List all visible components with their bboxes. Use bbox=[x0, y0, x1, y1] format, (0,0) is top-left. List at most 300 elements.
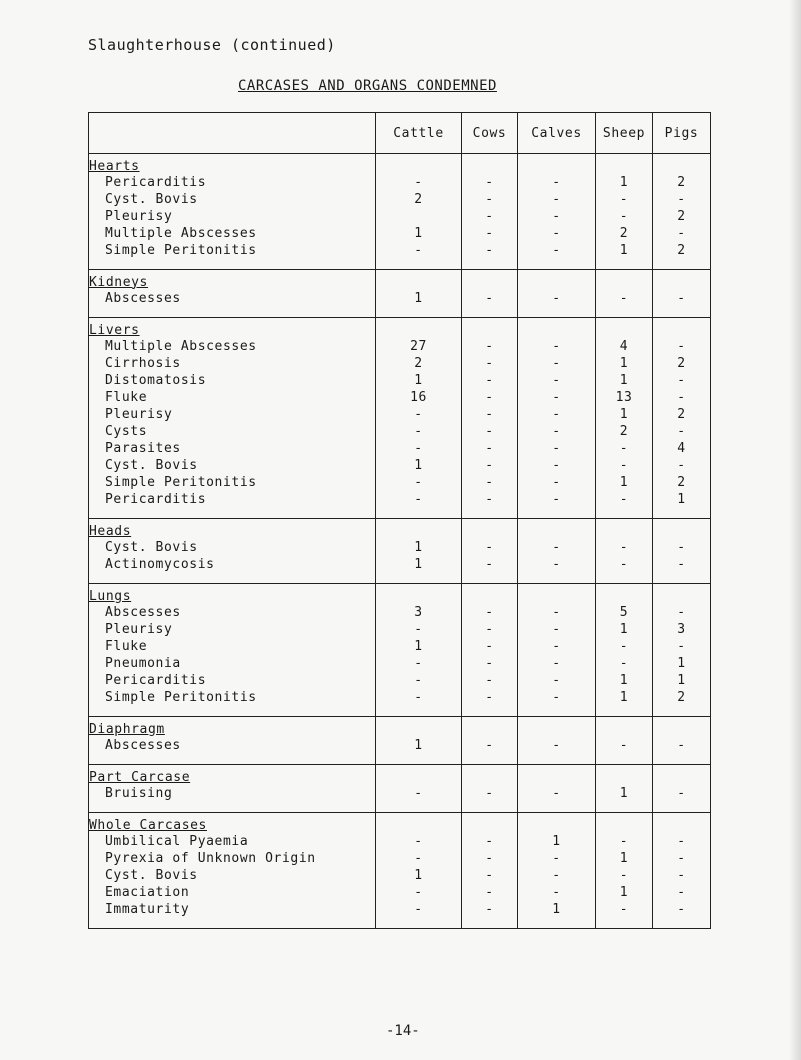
spacer-cell bbox=[596, 573, 653, 584]
row-label: Pericarditis bbox=[89, 174, 376, 191]
empty-cell bbox=[462, 813, 518, 834]
spacer-cell bbox=[596, 754, 653, 765]
page-edge-shadow bbox=[789, 0, 801, 1060]
empty-cell bbox=[518, 519, 596, 540]
cell-cattle: 1 bbox=[376, 372, 462, 389]
cell-pigs: 2 bbox=[653, 406, 711, 423]
cell-cows: - bbox=[462, 389, 518, 406]
table-row bbox=[89, 850, 711, 867]
cell-calves: - bbox=[518, 191, 596, 208]
cell-sheep: - bbox=[596, 290, 653, 307]
cell-pigs: - bbox=[653, 737, 711, 754]
spacer-cell bbox=[376, 508, 462, 519]
section-title-row bbox=[89, 584, 711, 605]
spacer-cell bbox=[518, 307, 596, 318]
row-label: Pericarditis bbox=[89, 672, 376, 689]
cell-sheep: - bbox=[596, 833, 653, 850]
row-label: Pleurisy bbox=[89, 406, 376, 423]
column-header-cattle: Cattle bbox=[376, 113, 462, 154]
spacer-cell bbox=[462, 754, 518, 765]
row-label: Multiple Abscesses bbox=[89, 225, 376, 242]
cell-pigs: - bbox=[653, 833, 711, 850]
table-subheading: CARCASES AND ORGANS CONDEMNED bbox=[238, 78, 497, 94]
cell-sheep: - bbox=[596, 208, 653, 225]
section-spacer bbox=[89, 573, 711, 584]
cell-pigs: - bbox=[653, 901, 711, 918]
cell-calves: - bbox=[518, 457, 596, 474]
section-spacer bbox=[89, 918, 711, 929]
cell-calves: - bbox=[518, 491, 596, 508]
spacer-cell bbox=[518, 802, 596, 813]
empty-cell bbox=[653, 765, 711, 786]
cell-sheep: 1 bbox=[596, 474, 653, 491]
row-label: Parasites bbox=[89, 440, 376, 457]
spacer-cell bbox=[518, 508, 596, 519]
table-row bbox=[89, 867, 711, 884]
cell-sheep: - bbox=[596, 539, 653, 556]
spacer-cell bbox=[518, 259, 596, 270]
section-title-row bbox=[89, 813, 711, 834]
table-row bbox=[89, 174, 711, 191]
cell-calves: - bbox=[518, 604, 596, 621]
table-row bbox=[89, 457, 711, 474]
section-title-row bbox=[89, 765, 711, 786]
cell-calves: - bbox=[518, 655, 596, 672]
cell-cattle bbox=[376, 208, 462, 225]
spacer-cell bbox=[376, 754, 462, 765]
cell-pigs: 2 bbox=[653, 174, 711, 191]
cell-cows: - bbox=[462, 290, 518, 307]
cell-cattle: - bbox=[376, 689, 462, 706]
empty-cell bbox=[518, 717, 596, 738]
cell-cattle: - bbox=[376, 440, 462, 457]
column-header-cows: Cows bbox=[462, 113, 518, 154]
row-label: Abscesses bbox=[89, 604, 376, 621]
row-label: Cyst. Bovis bbox=[89, 457, 376, 474]
spacer-cell bbox=[653, 802, 711, 813]
cell-pigs: 1 bbox=[653, 672, 711, 689]
empty-cell bbox=[596, 519, 653, 540]
empty-cell bbox=[376, 519, 462, 540]
cell-cattle: 1 bbox=[376, 225, 462, 242]
cell-calves: - bbox=[518, 884, 596, 901]
cell-calves: 1 bbox=[518, 901, 596, 918]
cell-cattle: - bbox=[376, 423, 462, 440]
table-row bbox=[89, 604, 711, 621]
section-whole-carcases bbox=[89, 813, 711, 929]
row-label: Pleurisy bbox=[89, 621, 376, 638]
table-row bbox=[89, 423, 711, 440]
cell-pigs: 1 bbox=[653, 491, 711, 508]
empty-cell bbox=[596, 813, 653, 834]
cell-calves: - bbox=[518, 440, 596, 457]
row-label: Pericarditis bbox=[89, 491, 376, 508]
empty-cell bbox=[653, 318, 711, 339]
section-title: Lungs bbox=[89, 584, 376, 605]
section-spacer bbox=[89, 307, 711, 318]
cell-cows: - bbox=[462, 338, 518, 355]
spacer-cell bbox=[653, 573, 711, 584]
section-kidneys bbox=[89, 270, 711, 318]
spacer-cell bbox=[596, 918, 653, 929]
empty-cell bbox=[653, 717, 711, 738]
spacer-cell bbox=[596, 259, 653, 270]
cell-cattle: 16 bbox=[376, 389, 462, 406]
cell-sheep: 1 bbox=[596, 406, 653, 423]
cell-pigs: - bbox=[653, 850, 711, 867]
cell-pigs: - bbox=[653, 867, 711, 884]
cell-cows: - bbox=[462, 884, 518, 901]
column-header-pigs: Pigs bbox=[653, 113, 711, 154]
cell-cows: - bbox=[462, 689, 518, 706]
empty-cell bbox=[596, 154, 653, 175]
empty-cell bbox=[462, 519, 518, 540]
empty-cell bbox=[462, 765, 518, 786]
spacer-cell bbox=[376, 307, 462, 318]
table-row bbox=[89, 672, 711, 689]
cell-cows: - bbox=[462, 539, 518, 556]
cell-sheep: 1 bbox=[596, 672, 653, 689]
section-spacer bbox=[89, 802, 711, 813]
cell-cattle: - bbox=[376, 406, 462, 423]
table-header bbox=[89, 113, 711, 154]
cell-pigs: - bbox=[653, 539, 711, 556]
section-title-row bbox=[89, 318, 711, 339]
cell-sheep: 13 bbox=[596, 389, 653, 406]
section-title-row bbox=[89, 154, 711, 175]
row-label: Multiple Abscesses bbox=[89, 338, 376, 355]
cell-pigs: - bbox=[653, 389, 711, 406]
spacer-cell bbox=[653, 259, 711, 270]
section-spacer bbox=[89, 508, 711, 519]
spacer-cell bbox=[596, 307, 653, 318]
table-row bbox=[89, 655, 711, 672]
empty-cell bbox=[596, 584, 653, 605]
empty-cell bbox=[518, 318, 596, 339]
empty-cell bbox=[376, 154, 462, 175]
table-row bbox=[89, 208, 711, 225]
cell-sheep: 1 bbox=[596, 242, 653, 259]
cell-cattle: 27 bbox=[376, 338, 462, 355]
spacer-cell bbox=[518, 573, 596, 584]
spacer-cell bbox=[376, 706, 462, 717]
cell-cows: - bbox=[462, 355, 518, 372]
cell-cattle: - bbox=[376, 621, 462, 638]
cell-sheep: 1 bbox=[596, 850, 653, 867]
empty-cell bbox=[653, 813, 711, 834]
spacer-cell bbox=[462, 706, 518, 717]
section-title-row bbox=[89, 717, 711, 738]
table-row bbox=[89, 621, 711, 638]
cell-calves: 1 bbox=[518, 833, 596, 850]
cell-sheep: 2 bbox=[596, 423, 653, 440]
row-label: Simple Peritonitis bbox=[89, 242, 376, 259]
cell-cattle: 1 bbox=[376, 290, 462, 307]
cell-cows: - bbox=[462, 440, 518, 457]
table-row bbox=[89, 225, 711, 242]
spacer-cell bbox=[462, 259, 518, 270]
cell-cattle: 2 bbox=[376, 355, 462, 372]
row-label: Cyst. Bovis bbox=[89, 867, 376, 884]
row-label: Abscesses bbox=[89, 737, 376, 754]
spacer-cell bbox=[462, 307, 518, 318]
cell-cows: - bbox=[462, 225, 518, 242]
table-row bbox=[89, 737, 711, 754]
table-row bbox=[89, 474, 711, 491]
cell-cows: - bbox=[462, 867, 518, 884]
cell-calves: - bbox=[518, 737, 596, 754]
cell-cattle: 1 bbox=[376, 556, 462, 573]
table-row bbox=[89, 389, 711, 406]
cell-calves: - bbox=[518, 785, 596, 802]
cell-cattle: - bbox=[376, 833, 462, 850]
spacer-cell bbox=[462, 508, 518, 519]
section-part-carcase bbox=[89, 765, 711, 813]
empty-cell bbox=[518, 584, 596, 605]
section-title-row bbox=[89, 270, 711, 291]
cell-cattle: - bbox=[376, 785, 462, 802]
spacer-cell bbox=[89, 706, 376, 717]
cell-calves: - bbox=[518, 689, 596, 706]
spacer-cell bbox=[89, 307, 376, 318]
cell-pigs: - bbox=[653, 638, 711, 655]
cell-pigs: - bbox=[653, 372, 711, 389]
cell-calves: - bbox=[518, 850, 596, 867]
cell-sheep: 4 bbox=[596, 338, 653, 355]
cell-cattle: 1 bbox=[376, 737, 462, 754]
header-row bbox=[89, 113, 711, 154]
empty-cell bbox=[596, 765, 653, 786]
cell-pigs: 2 bbox=[653, 208, 711, 225]
cell-cattle: - bbox=[376, 884, 462, 901]
empty-cell bbox=[596, 270, 653, 291]
spacer-cell bbox=[596, 508, 653, 519]
cell-sheep: - bbox=[596, 901, 653, 918]
spacer-cell bbox=[462, 573, 518, 584]
section-title: Kidneys bbox=[89, 270, 376, 291]
row-label: Pleurisy bbox=[89, 208, 376, 225]
table-row bbox=[89, 355, 711, 372]
empty-cell bbox=[376, 765, 462, 786]
cell-pigs: - bbox=[653, 785, 711, 802]
section-title: Part Carcase bbox=[89, 765, 376, 786]
cell-cattle: 3 bbox=[376, 604, 462, 621]
section-title: Diaphragm bbox=[89, 717, 376, 738]
empty-cell bbox=[462, 270, 518, 291]
cell-sheep: 1 bbox=[596, 689, 653, 706]
empty-cell bbox=[462, 584, 518, 605]
cell-pigs: - bbox=[653, 457, 711, 474]
spacer-cell bbox=[376, 802, 462, 813]
cell-sheep: - bbox=[596, 491, 653, 508]
table-row bbox=[89, 372, 711, 389]
cell-cows: - bbox=[462, 850, 518, 867]
cell-pigs: 3 bbox=[653, 621, 711, 638]
cell-calves: - bbox=[518, 208, 596, 225]
cell-cattle: 2 bbox=[376, 191, 462, 208]
table-row bbox=[89, 406, 711, 423]
cell-cattle: 1 bbox=[376, 457, 462, 474]
section-diaphragm bbox=[89, 717, 711, 765]
row-label: Simple Peritonitis bbox=[89, 474, 376, 491]
row-label: Cyst. Bovis bbox=[89, 191, 376, 208]
cell-cows: - bbox=[462, 604, 518, 621]
row-label: Simple Peritonitis bbox=[89, 689, 376, 706]
cell-cattle: 1 bbox=[376, 638, 462, 655]
section-spacer bbox=[89, 754, 711, 765]
cell-calves: - bbox=[518, 338, 596, 355]
section-spacer bbox=[89, 259, 711, 270]
row-label: Abscesses bbox=[89, 290, 376, 307]
section-title: Hearts bbox=[89, 154, 376, 175]
cell-pigs: - bbox=[653, 423, 711, 440]
spacer-cell bbox=[89, 802, 376, 813]
section-title-row bbox=[89, 519, 711, 540]
cell-cattle: - bbox=[376, 174, 462, 191]
cell-sheep: - bbox=[596, 556, 653, 573]
table-row bbox=[89, 689, 711, 706]
cell-pigs: 2 bbox=[653, 474, 711, 491]
table-row bbox=[89, 638, 711, 655]
empty-cell bbox=[518, 765, 596, 786]
cell-cows: - bbox=[462, 457, 518, 474]
cell-cows: - bbox=[462, 242, 518, 259]
page-heading: Slaughterhouse (continued) bbox=[88, 36, 336, 54]
empty-cell bbox=[653, 584, 711, 605]
cell-cows: - bbox=[462, 423, 518, 440]
empty-cell bbox=[653, 154, 711, 175]
cell-cattle: - bbox=[376, 491, 462, 508]
cell-sheep: - bbox=[596, 457, 653, 474]
spacer-cell bbox=[653, 754, 711, 765]
empty-cell bbox=[596, 318, 653, 339]
cell-calves: - bbox=[518, 423, 596, 440]
table-row bbox=[89, 901, 711, 918]
table-row bbox=[89, 539, 711, 556]
row-label: Cyst. Bovis bbox=[89, 539, 376, 556]
cell-sheep: - bbox=[596, 867, 653, 884]
empty-cell bbox=[462, 717, 518, 738]
cell-calves: - bbox=[518, 174, 596, 191]
empty-cell bbox=[376, 270, 462, 291]
section-heads bbox=[89, 519, 711, 584]
spacer-cell bbox=[653, 706, 711, 717]
cell-cows: - bbox=[462, 191, 518, 208]
row-label: Cirrhosis bbox=[89, 355, 376, 372]
table-row bbox=[89, 556, 711, 573]
empty-cell bbox=[653, 519, 711, 540]
row-label: Cysts bbox=[89, 423, 376, 440]
spacer-cell bbox=[89, 918, 376, 929]
empty-cell bbox=[376, 318, 462, 339]
cell-sheep: 1 bbox=[596, 621, 653, 638]
spacer-cell bbox=[89, 508, 376, 519]
row-label: Bruising bbox=[89, 785, 376, 802]
cell-cattle: - bbox=[376, 242, 462, 259]
cell-calves: - bbox=[518, 372, 596, 389]
cell-sheep: - bbox=[596, 655, 653, 672]
empty-cell bbox=[462, 154, 518, 175]
spacer-cell bbox=[462, 802, 518, 813]
cell-sheep: 2 bbox=[596, 225, 653, 242]
cell-calves: - bbox=[518, 406, 596, 423]
cell-pigs: 2 bbox=[653, 242, 711, 259]
empty-cell bbox=[376, 813, 462, 834]
cell-sheep: 1 bbox=[596, 174, 653, 191]
cell-cattle: - bbox=[376, 672, 462, 689]
table-row bbox=[89, 338, 711, 355]
cell-cattle: 1 bbox=[376, 867, 462, 884]
cell-calves: - bbox=[518, 621, 596, 638]
cell-calves: - bbox=[518, 225, 596, 242]
cell-calves: - bbox=[518, 867, 596, 884]
cell-cattle: - bbox=[376, 655, 462, 672]
cell-calves: - bbox=[518, 389, 596, 406]
cell-sheep: 1 bbox=[596, 785, 653, 802]
cell-cows: - bbox=[462, 556, 518, 573]
cell-cows: - bbox=[462, 901, 518, 918]
table-row bbox=[89, 785, 711, 802]
table-row bbox=[89, 242, 711, 259]
cell-sheep: - bbox=[596, 191, 653, 208]
spacer-cell bbox=[518, 754, 596, 765]
spacer-cell bbox=[376, 573, 462, 584]
spacer-cell bbox=[376, 918, 462, 929]
table-row bbox=[89, 191, 711, 208]
section-title: Livers bbox=[89, 318, 376, 339]
cell-cattle: 1 bbox=[376, 539, 462, 556]
cell-cattle: - bbox=[376, 474, 462, 491]
cell-sheep: 1 bbox=[596, 372, 653, 389]
cell-pigs: 2 bbox=[653, 689, 711, 706]
cell-cows: - bbox=[462, 833, 518, 850]
cell-pigs: - bbox=[653, 556, 711, 573]
spacer-cell bbox=[653, 918, 711, 929]
empty-cell bbox=[376, 584, 462, 605]
cell-calves: - bbox=[518, 474, 596, 491]
column-header-blank bbox=[89, 113, 376, 154]
cell-pigs: - bbox=[653, 191, 711, 208]
empty-cell bbox=[653, 270, 711, 291]
row-label: Umbilical Pyaemia bbox=[89, 833, 376, 850]
cell-calves: - bbox=[518, 242, 596, 259]
spacer-cell bbox=[89, 259, 376, 270]
section-title: Whole Carcases bbox=[89, 813, 376, 834]
section-spacer bbox=[89, 706, 711, 717]
column-header-sheep: Sheep bbox=[596, 113, 653, 154]
cell-cows: - bbox=[462, 672, 518, 689]
cell-cows: - bbox=[462, 406, 518, 423]
cell-pigs: 1 bbox=[653, 655, 711, 672]
cell-cows: - bbox=[462, 737, 518, 754]
section-lungs bbox=[89, 584, 711, 717]
cell-sheep: 1 bbox=[596, 355, 653, 372]
empty-cell bbox=[518, 270, 596, 291]
cell-cows: - bbox=[462, 621, 518, 638]
table-row bbox=[89, 884, 711, 901]
spacer-cell bbox=[518, 918, 596, 929]
spacer-cell bbox=[653, 508, 711, 519]
spacer-cell bbox=[596, 802, 653, 813]
row-label: Actinomycosis bbox=[89, 556, 376, 573]
cell-cows: - bbox=[462, 785, 518, 802]
spacer-cell bbox=[376, 259, 462, 270]
cell-sheep: - bbox=[596, 440, 653, 457]
cell-calves: - bbox=[518, 290, 596, 307]
cell-sheep: - bbox=[596, 638, 653, 655]
page-number: -14- bbox=[386, 1023, 420, 1039]
cell-calves: - bbox=[518, 539, 596, 556]
